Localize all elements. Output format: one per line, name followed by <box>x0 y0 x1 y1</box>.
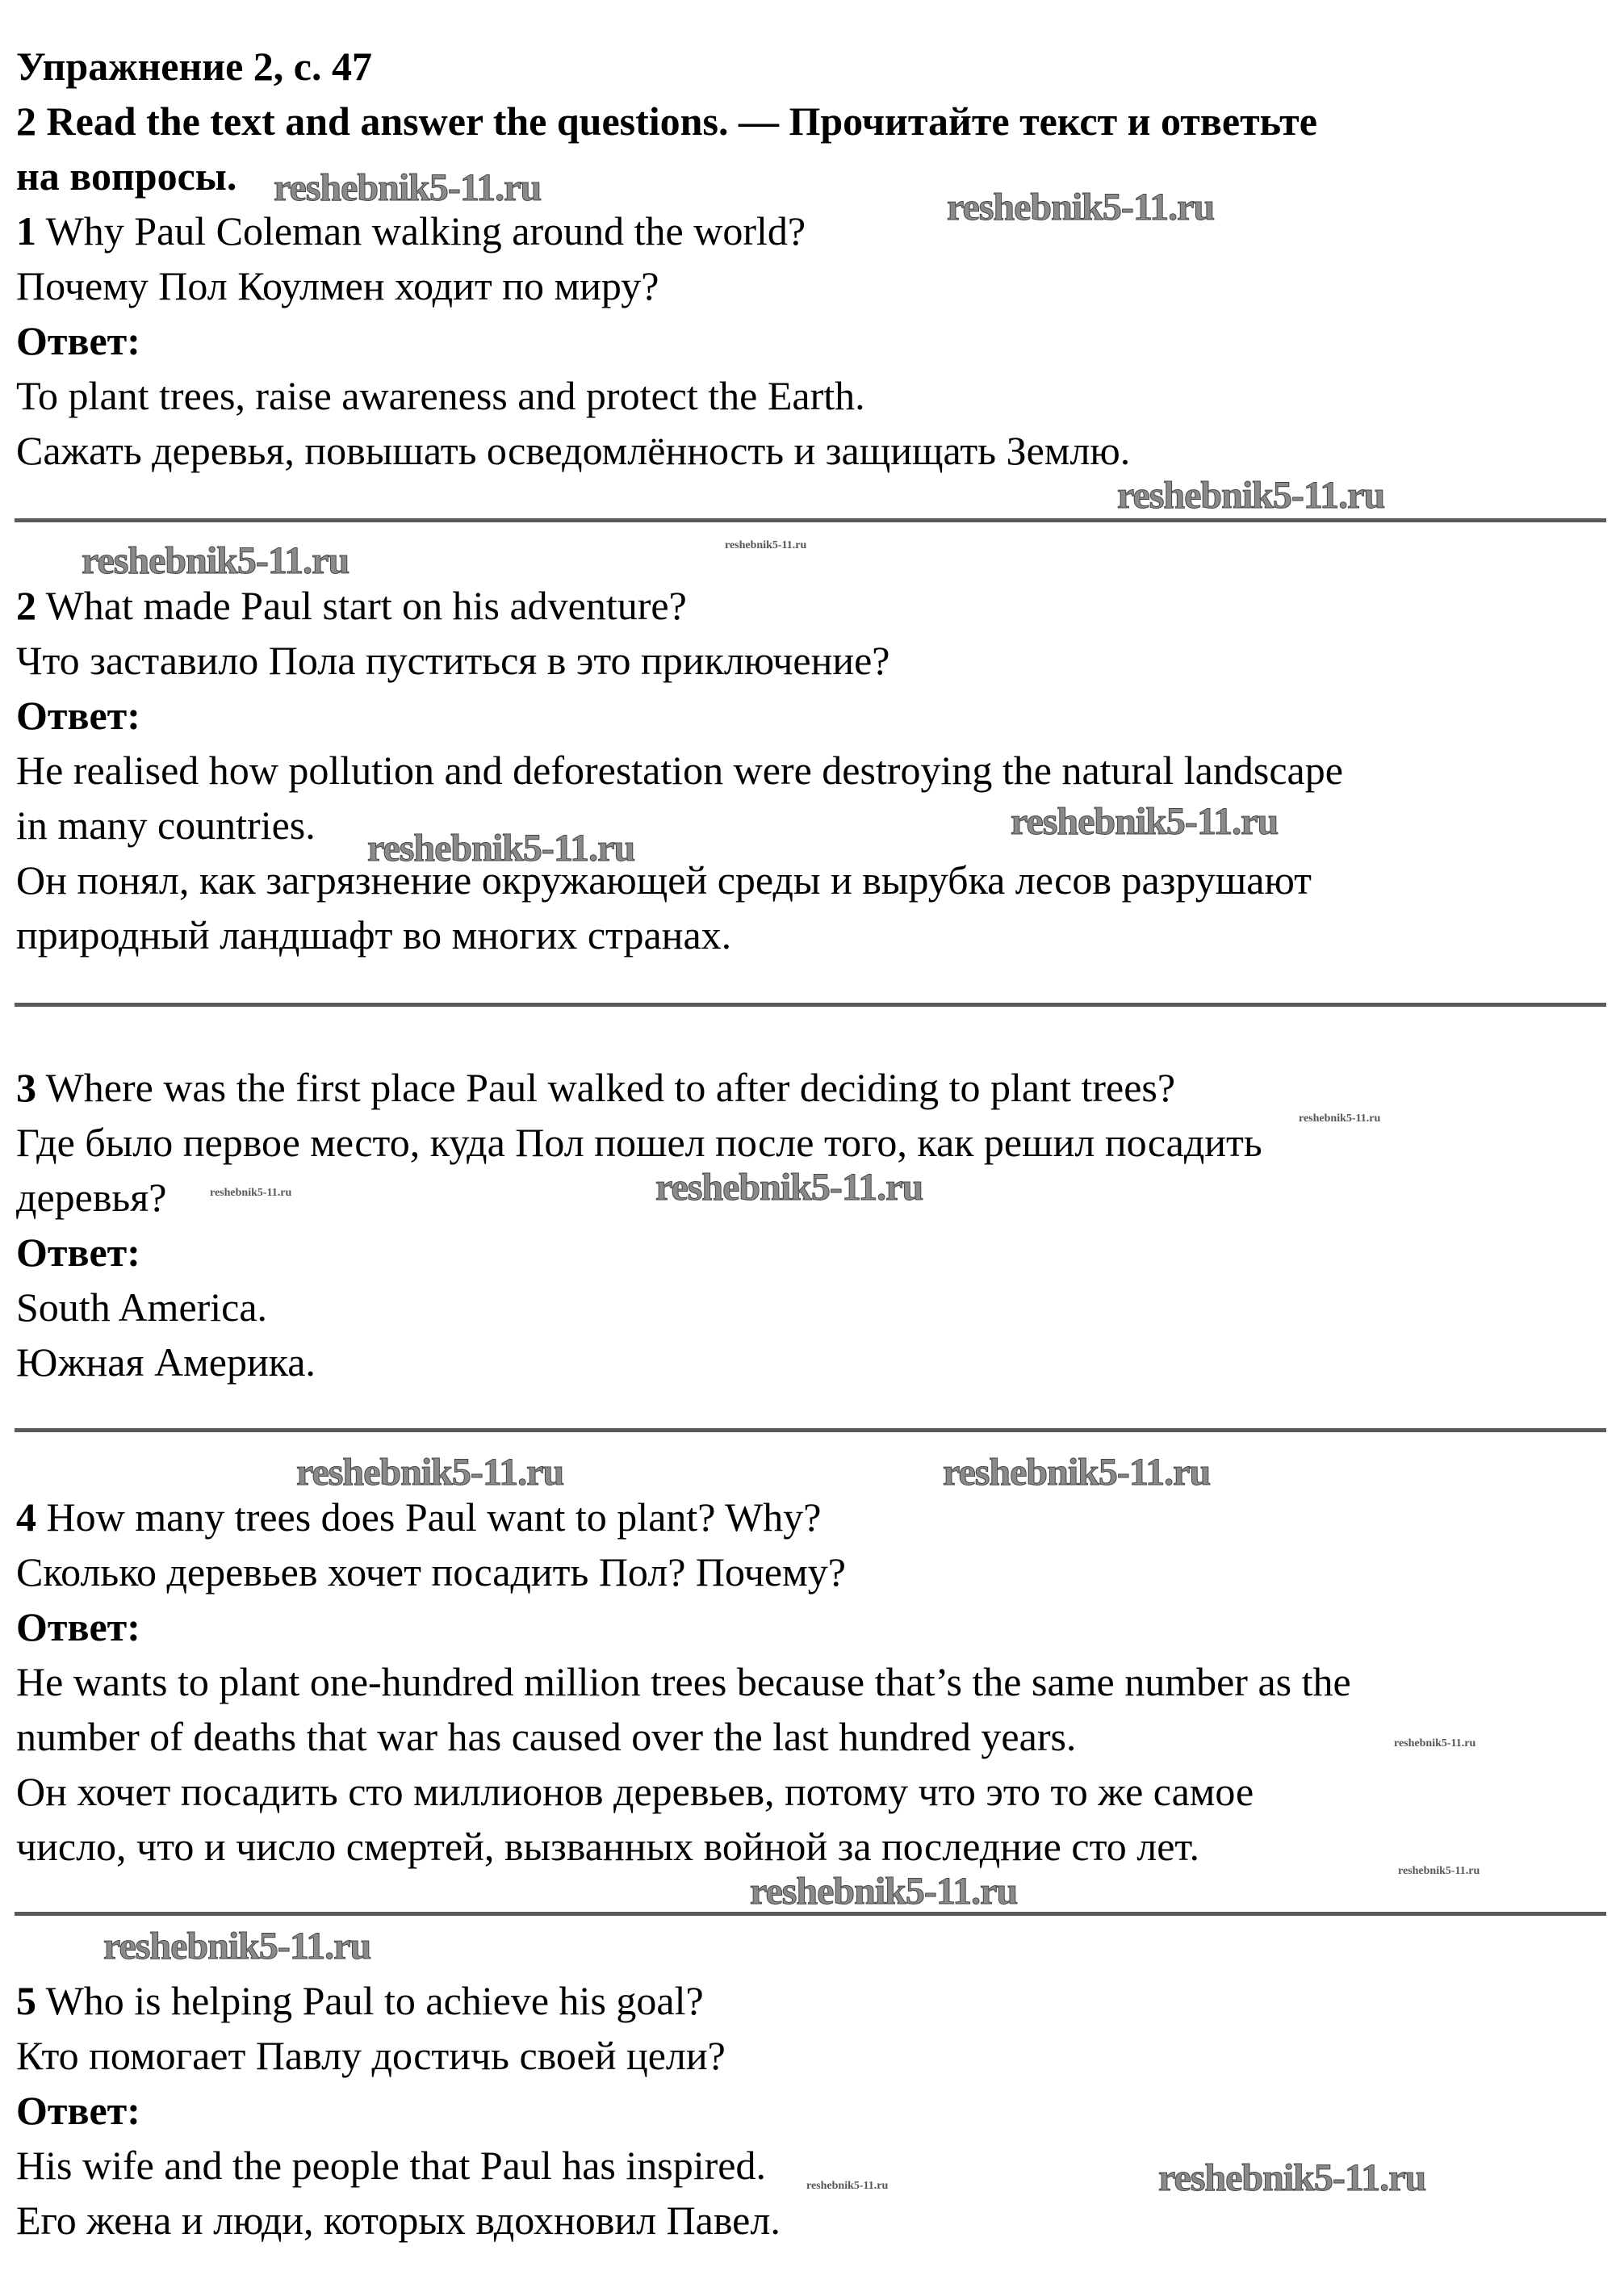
watermark: reshebnik5-11.ru <box>947 186 1215 228</box>
answer-label: Ответ: <box>16 693 140 738</box>
answer-4-en-line1: He wants to plant one-hundred million trees because that’s the same number as the <box>16 1659 1351 1704</box>
question-block-4 <box>16 1490 1351 1874</box>
watermark: reshebnik5-11.ru <box>806 2180 889 2192</box>
watermark: reshebnik5-11.ru <box>943 1451 1211 1494</box>
watermark: reshebnik5-11.ru <box>210 1187 292 1199</box>
watermark: reshebnik5-11.ru <box>1398 1865 1480 1877</box>
question-1-ru: Почему Пол Коулмен ходит по миру? <box>16 263 659 308</box>
question-block-2 <box>16 578 1343 962</box>
answer-3-en: South America. <box>16 1284 268 1330</box>
answer-3-ru: Южная Америка. <box>16 1339 316 1385</box>
answer-2-en-line1: He realised how pollution and deforestation were destroying the natural landscape <box>16 748 1343 793</box>
question-2: 2 What made Paul start on his adventure? <box>16 583 687 628</box>
question-3-ru-line1: Где было первое место, куда Пол пошел после того, как решил посадить <box>16 1120 1262 1165</box>
answer-2-en-line2: in many countries. <box>16 802 316 848</box>
exercise-title: Упражнение 2, с. 47 <box>16 44 372 89</box>
answer-5-en: His wife and the people that Paul has inspired. <box>16 2143 766 2188</box>
watermark: reshebnik5-11.ru <box>1394 1737 1476 1750</box>
answer-5-ru: Его жена и люди, которых вдохновил Павел. <box>16 2198 781 2243</box>
question-2-ru: Что заставило Пола пуститься в это приключение? <box>16 638 890 683</box>
question-block-3 <box>16 1060 1262 1389</box>
answer-2-ru-line1: Он понял, как загрязнение окружающей среды и вырубка лесов разрушают <box>16 857 1312 903</box>
question-block-5 <box>16 1973 781 2248</box>
watermark: reshebnik5-11.ru <box>1117 474 1385 517</box>
watermark: reshebnik5-11.ru <box>274 166 542 209</box>
answer-label: Ответ: <box>16 2088 140 2133</box>
answer-1-ru: Сажать деревья, повышать осведомлённость и защищать Землю. <box>16 428 1131 473</box>
watermark: reshebnik5-11.ru <box>367 827 635 870</box>
divider <box>15 1003 1606 1007</box>
question-5-ru: Кто помогает Павлу достичь своей цели? <box>16 2033 726 2078</box>
watermark: reshebnik5-11.ru <box>296 1451 564 1494</box>
answer-label: Ответ: <box>16 318 140 363</box>
answer-label: Ответ: <box>16 1604 140 1649</box>
question-4: 4 How many trees does Paul want to plant? Why? <box>16 1494 822 1540</box>
watermark: reshebnik5-11.ru <box>655 1166 923 1209</box>
answer-4-en-line2: number of deaths that war has caused over the last hundred years. <box>16 1714 1077 1759</box>
answer-4-ru-line1: Он хочет посадить сто миллионов деревьев, потому что это то же самое <box>16 1769 1254 1814</box>
answer-2-ru-line2: природный ландшафт во многих странах. <box>16 912 732 958</box>
answer-4-ru-line2: число, что и число смертей, вызванных войной за последние сто лет. <box>16 1824 1199 1869</box>
task-instruction-line1: 2 Read the text and answer the questions. — Прочитайте текст и ответьте <box>16 98 1317 144</box>
watermark: reshebnik5-11.ru <box>1299 1113 1381 1125</box>
divider <box>15 518 1606 522</box>
question-1: 1 Why Paul Coleman walking around the world? <box>16 208 806 254</box>
watermark: reshebnik5-11.ru <box>82 539 349 582</box>
watermark: reshebnik5-11.ru <box>1011 800 1279 843</box>
answer-1-en: To plant trees, raise awareness and protect the Earth. <box>16 373 865 418</box>
question-3: 3 Where was the first place Paul walked to after deciding to plant trees? <box>16 1065 1176 1110</box>
question-3-ru-line2: деревья? <box>16 1175 167 1220</box>
question-5: 5 Who is helping Paul to achieve his goal? <box>16 1978 704 2023</box>
question-4-ru: Сколько деревьев хочет посадить Пол? Почему? <box>16 1549 846 1594</box>
watermark: reshebnik5-11.ru <box>103 1925 371 1967</box>
watermark: reshebnik5-11.ru <box>750 1870 1018 1913</box>
watermark: reshebnik5-11.ru <box>725 539 807 551</box>
answer-label: Ответ: <box>16 1230 140 1275</box>
task-instruction-line2: на вопросы. <box>16 153 237 199</box>
divider <box>15 1428 1606 1432</box>
watermark: reshebnik5-11.ru <box>1158 2156 1426 2199</box>
header <box>16 39 1317 478</box>
